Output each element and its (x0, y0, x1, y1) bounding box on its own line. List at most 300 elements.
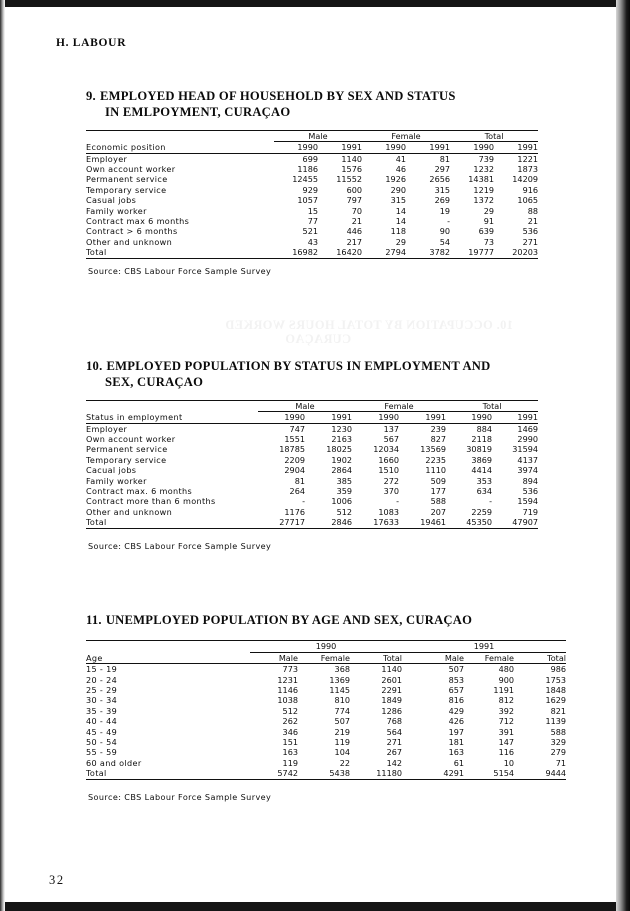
table-10-row-2-c3: 13569 (420, 444, 447, 455)
table-11-group-blank (86, 641, 250, 652)
table-11-row-2-c3: 657 (448, 684, 465, 695)
table-9-row-3-c1: 600 (346, 184, 363, 195)
table-9-row-1-c4: 1232 (473, 163, 495, 174)
table-row (86, 758, 566, 768)
table-10-row-1-label: Own account worker (86, 433, 176, 444)
table-9-row-8-c1: 217 (346, 236, 363, 247)
table-10-row-8-c1: 512 (336, 506, 353, 517)
table-10-row-9-c3: 19461 (399, 517, 446, 528)
table-10-row-4-label: Cacual jobs (86, 465, 137, 476)
table-9-row-2-c4: 14381 (468, 174, 495, 185)
table-9-row-3-label: Temporary service (86, 184, 167, 195)
table-11-block (0, 612, 630, 802)
table-11-row-7-c0: 151 (282, 737, 298, 748)
table-10-year-female-1991: 1991 (399, 412, 446, 423)
table-9-row-1-c3: 297 (434, 163, 451, 174)
table-row (86, 695, 566, 705)
table-9-row-0-c2: 41 (395, 153, 407, 164)
table-10-row-2-c0: 18785 (279, 444, 305, 455)
bleed-through-text-1: 10. OCCUPATION BY TOTAL HOURS WORKED (225, 318, 513, 332)
table-row (86, 164, 538, 174)
table-9-row-4-label: Casual jobs (86, 195, 137, 206)
table-10-row-3-c1: 1902 (331, 454, 353, 465)
table-9-title (86, 88, 586, 121)
table-9-row-5-c2: 14 (395, 205, 407, 216)
table-row (86, 195, 538, 205)
table-10-row-7-label: Contract more than 6 months (86, 496, 216, 507)
table-11-row-4-c0: 512 (282, 705, 298, 716)
table-row (86, 206, 538, 216)
table-9-row-7-c1: 446 (346, 226, 363, 237)
table-9-source: Source: CBS Labour Force Sample Survey (88, 265, 272, 276)
table-11-row-0-c3: 507 (448, 664, 465, 675)
table-11-row-7-c1: 119 (334, 737, 350, 748)
table-11 (86, 640, 566, 779)
table-11-stub-header: Age (86, 652, 250, 663)
table-9-row-1-c2: 46 (395, 163, 407, 174)
table-10-row-9-c4: 45350 (446, 517, 492, 528)
table-10-row-2-c1: 18025 (326, 444, 353, 455)
table-9-year-male-1990: 1990 (274, 142, 318, 153)
table-11-row-8-c5: 279 (550, 747, 567, 758)
table-11-row-1-c2: 2601 (381, 674, 403, 685)
table-11-row-8-c3: 163 (448, 747, 465, 758)
table-11-row-5-c5: 1139 (545, 716, 567, 727)
table-9-row-3-c5: 916 (522, 184, 539, 195)
table-10-row-6-c0: 264 (289, 485, 305, 496)
table-10-row-7-c4: - (489, 496, 493, 507)
table-11-row-0-c5: 986 (550, 664, 567, 675)
table-11-sub-header-row (86, 652, 566, 663)
table-row (86, 507, 538, 517)
table-11-row-8-c4: 116 (498, 747, 515, 758)
table-9-row-2-label: Permanent service (86, 174, 168, 185)
table-9-group-total: Total (450, 130, 538, 141)
table-9-total-c4: 19777 (450, 247, 494, 258)
table-row (86, 455, 538, 465)
table-10-row-6-c4: 634 (476, 485, 493, 496)
table-10-row-8-c4: 2259 (471, 506, 493, 517)
table-10-group-male: Male (258, 400, 352, 411)
table-9-row-6-c5: 21 (527, 215, 539, 226)
table-9-total-c5: 20203 (494, 247, 538, 258)
table-11-row-10-c3: 4291 (402, 768, 464, 779)
table-9-group-header-row (86, 130, 538, 141)
table-11-row-3-c4: 812 (498, 695, 515, 706)
table-row (86, 716, 566, 726)
table-row (86, 685, 566, 695)
table-9-number: 9. (86, 89, 96, 103)
table-10-row-1-c4: 2118 (471, 433, 493, 444)
table-11-group-1990: 1990 (250, 641, 402, 652)
table-9 (86, 130, 538, 259)
table-10-group-header-row (86, 400, 538, 411)
table-9-row-5-c4: 29 (483, 205, 495, 216)
table-11-row-6-c3: 197 (448, 726, 465, 737)
table-10-group-female: Female (352, 400, 446, 411)
table-9-stub-header: Economic position (86, 142, 274, 153)
table-11-row-1-c3: 853 (448, 674, 465, 685)
table-9-row-0-label: Employer (86, 153, 128, 164)
table-9-row-4-c4: 1372 (473, 195, 495, 206)
table-10-year-total-1990: 1990 (446, 412, 492, 423)
table-9-total-c1: 16420 (318, 247, 362, 258)
table-row (86, 664, 566, 675)
table-9-title-line2: IN EMLPOYMENT, CURAÇAO (105, 105, 291, 120)
table-9-row-0-c0: 699 (302, 153, 318, 164)
table-9-row-5-c5: 88 (527, 205, 539, 216)
table-10-row-3-c0: 2209 (284, 454, 305, 465)
table-10-row-4-c5: 3974 (517, 465, 539, 476)
table-11-row-1-label: 20 - 24 (86, 674, 118, 685)
table-11-row-2-label: 25 - 29 (86, 684, 118, 695)
table-11-row-6-c1: 219 (334, 726, 350, 737)
table-row (86, 727, 566, 737)
table-11-row-5-c4: 712 (498, 716, 515, 727)
table-9-row-7-c5: 536 (522, 226, 539, 237)
table-11-row-4-c4: 392 (498, 705, 515, 716)
table-9-row-4-c0: 1057 (297, 195, 318, 206)
table-11-group-header-row (86, 641, 566, 652)
table-11-row-6-c5: 588 (550, 726, 567, 737)
table-11-row-6-label: 45 - 49 (86, 726, 118, 737)
table-11-row-6-c4: 391 (498, 726, 515, 737)
bleed-through-text-2: CURAÇAO (285, 332, 352, 346)
table-10-row-1-c3: 827 (430, 433, 447, 444)
table-11-row-7-c5: 329 (550, 737, 567, 748)
table-10-row-6-label: Contract max. 6 months (86, 485, 193, 496)
table-9-year-total-1990: 1990 (450, 142, 494, 153)
table-10-row-0-c4: 884 (476, 423, 493, 434)
table-11-row-7-c2: 271 (386, 737, 403, 748)
table-9-year-female-1990: 1990 (362, 142, 406, 153)
table-11-row-6-c0: 346 (282, 726, 298, 737)
table-11-row-10-c4: 5154 (464, 768, 514, 779)
table-10-year-female-1990: 1990 (352, 412, 399, 423)
table-9-row-3-c3: 315 (434, 184, 451, 195)
table-10-row-5-c4: 353 (476, 475, 493, 486)
table-11-row-1-c5: 1753 (545, 674, 567, 685)
table-row (86, 174, 538, 184)
table-9-group-female: Female (362, 130, 450, 141)
table-11-row-5-c2: 768 (386, 716, 403, 727)
table-11-total-row (86, 768, 566, 779)
table-10-row-8-label: Other and unknown (86, 506, 173, 517)
table-10-row-9-c5: 47907 (492, 517, 538, 528)
table-10-row-9-label: Total (86, 517, 258, 528)
table-9-row-4-c2: 315 (390, 195, 407, 206)
table-9-row-4-c1: 797 (346, 195, 363, 206)
table-10-row-8-c5: 719 (522, 506, 539, 517)
table-11-row-5-c1: 507 (334, 716, 350, 727)
table-9-row-2-c5: 14209 (512, 174, 539, 185)
table-10-row-5-label: Family worker (86, 475, 147, 486)
table-9-row-8-c2: 29 (395, 236, 407, 247)
table-11-row-9-c3: 61 (453, 757, 465, 768)
table-11-row-5-c3: 426 (448, 716, 465, 727)
table-9-row-6-c2: 14 (395, 215, 407, 226)
table-10-row-7-c1: 1006 (331, 496, 353, 507)
table-11-row-10-c1: 5438 (298, 768, 350, 779)
table-9-year-female-1991: 1991 (406, 142, 450, 153)
table-10-row-1-c5: 2990 (517, 433, 539, 444)
table-10-number: 10. (86, 359, 103, 373)
table-11-row-3-c3: 816 (448, 695, 465, 706)
table-9-row-7-c4: 639 (478, 226, 495, 237)
table-row (86, 444, 538, 454)
table-11-sub-1991-female: Female (464, 652, 514, 663)
table-11-row-9-c1: 22 (339, 757, 350, 768)
table-9-row-5-c0: 15 (307, 205, 318, 216)
table-11-row-3-c1: 810 (334, 695, 350, 706)
table-10-row-7-c2: - (396, 496, 400, 507)
table-9-row-2-c1: 11552 (336, 174, 363, 185)
table-11-row-0-c4: 480 (498, 664, 515, 675)
table-11-row-4-label: 35 - 39 (86, 705, 118, 716)
table-9-row-1-c0: 1186 (297, 163, 318, 174)
table-10-row-0-c0: 747 (289, 423, 305, 434)
table-10-row-7-c5: 1594 (517, 496, 539, 507)
table-11-row-9-label: 60 and older (86, 757, 142, 768)
table-10-row-4-c1: 2864 (331, 465, 353, 476)
table-11-row-3-c2: 1849 (381, 695, 403, 706)
table-9-row-1-c5: 1873 (517, 163, 539, 174)
table-10-row-8-c3: 207 (430, 506, 447, 517)
table-10-row-6-c1: 359 (336, 485, 353, 496)
table-11-row-1-c4: 900 (498, 674, 515, 685)
table-11-sub-1991-total: Total (514, 652, 566, 663)
table-11-row-2-c1: 1145 (329, 684, 350, 695)
table-9-row-8-c5: 271 (522, 236, 539, 247)
table-10-row-9-c2: 17633 (352, 517, 399, 528)
table-11-group-1991: 1991 (402, 641, 566, 652)
table-10-title (86, 358, 596, 391)
table-11-row-9-c2: 142 (386, 757, 403, 768)
table-9-row-5-c1: 70 (351, 205, 363, 216)
table-11-row-4-c1: 774 (334, 705, 350, 716)
table-11-row-7-c4: 147 (498, 737, 515, 748)
table-10-row-3-label: Temporary service (86, 454, 167, 465)
table-11-row-10-label: Total (86, 768, 250, 779)
table-11-row-6-c2: 564 (386, 726, 403, 737)
table-11-row-10-c0: 5742 (250, 768, 298, 779)
table-9-row-2-c3: 2656 (429, 174, 451, 185)
table-10-row-0-label: Employer (86, 423, 128, 434)
table-9-row-2-c0: 12455 (292, 174, 318, 185)
table-9-row-5-c3: 19 (439, 205, 451, 216)
table-10-year-header-row (86, 412, 538, 423)
table-10-row-3-c2: 1660 (378, 454, 400, 465)
table-9-row-7-c2: 118 (390, 226, 407, 237)
table-10-row-5-c3: 509 (430, 475, 447, 486)
table-9-row-0-c3: 81 (439, 153, 451, 164)
table-11-row-3-c0: 1038 (277, 695, 298, 706)
table-10-row-0-c1: 1230 (331, 423, 353, 434)
table-10-title-line2: SEX, CURAÇAO (105, 375, 204, 390)
table-10-row-7-c3: 588 (430, 496, 447, 507)
table-10 (86, 400, 538, 529)
table-9-row-1-c1: 1576 (341, 163, 363, 174)
table-10-group-total: Total (446, 400, 538, 411)
table-9-row-8-c4: 73 (483, 236, 495, 247)
table-9-group-male: Male (274, 130, 362, 141)
table-9-row-1-label: Own account worker (86, 163, 176, 174)
table-11-row-5-label: 40 - 44 (86, 716, 118, 727)
table-row (86, 237, 538, 247)
table-11-sub-1990-total: Total (350, 652, 402, 663)
table-11-sub-1990-female: Female (298, 652, 350, 663)
table-11-row-4-c3: 429 (448, 705, 465, 716)
table-10-group-blank (86, 400, 258, 411)
table-11-row-4-c2: 1286 (381, 705, 403, 716)
table-9-row-4-c3: 269 (434, 195, 451, 206)
table-row (86, 476, 538, 486)
table-11-row-10-c2: 11180 (350, 768, 402, 779)
table-row (86, 675, 566, 685)
table-10-row-2-label: Permanent service (86, 444, 168, 455)
table-10-row-3-c5: 4137 (517, 454, 539, 465)
table-row (86, 465, 538, 475)
table-9-row-6-c1: 21 (351, 215, 363, 226)
table-9-row-3-c0: 929 (302, 184, 318, 195)
table-11-row-2-c5: 1848 (545, 684, 567, 695)
table-11-sub-1990-male: Male (250, 652, 298, 663)
table-10-year-male-1991: 1991 (305, 412, 352, 423)
table-10-row-1-c1: 2163 (331, 433, 353, 444)
table-11-row-7-label: 50 - 54 (86, 737, 118, 748)
table-10-row-2-c5: 31594 (512, 444, 539, 455)
table-9-row-6-c3: - (447, 215, 451, 226)
table-row (86, 216, 538, 226)
table-9-total-c3: 3782 (406, 247, 450, 258)
table-9-row-8-c0: 43 (307, 236, 318, 247)
table-9-year-male-1991: 1991 (318, 142, 362, 153)
table-11-row-8-c1: 104 (334, 747, 350, 758)
table-10-row-5-c1: 385 (336, 475, 353, 486)
table-10-row-4-c3: 1110 (425, 465, 447, 476)
table-10-row-4-c2: 1510 (378, 465, 400, 476)
table-9-row-3-c2: 290 (390, 184, 407, 195)
table-10-row-1-c0: 1551 (284, 433, 305, 444)
table-11-row-8-label: 55 - 59 (86, 747, 118, 758)
table-10-row-0-c2: 137 (383, 423, 400, 434)
table-9-row-7-c0: 521 (302, 226, 318, 237)
table-11-sub-1991-male: Male (402, 652, 464, 663)
table-10-source: Source: CBS Labour Force Sample Survey (88, 540, 272, 551)
table-10-stub-header: Status in employment (86, 412, 258, 423)
table-11-row-9-c5: 71 (555, 757, 567, 768)
table-10-row-6-c2: 370 (383, 485, 400, 496)
table-row (86, 153, 538, 164)
table-11-row-1-c0: 1231 (277, 674, 298, 685)
table-11-row-0-c2: 1140 (381, 664, 403, 675)
table-9-row-7-c3: 90 (439, 226, 451, 237)
table-11-row-8-c0: 163 (282, 747, 298, 758)
table-9-row-7-label: Contract > 6 months (86, 226, 178, 237)
table-9-total-row (86, 247, 538, 258)
table-11-row-7-c3: 181 (448, 737, 465, 748)
table-9-year-total-1991: 1991 (494, 142, 538, 153)
table-9-row-6-c4: 91 (483, 215, 495, 226)
table-row (86, 496, 538, 506)
table-11-row-9-c0: 119 (282, 757, 298, 768)
table-9-row-2-c2: 1926 (385, 174, 407, 185)
table-row (86, 185, 538, 195)
table-10-row-2-c4: 30819 (466, 444, 493, 455)
table-row (86, 434, 538, 444)
table-9-year-header-row (86, 142, 538, 153)
table-11-number: 11. (86, 613, 102, 627)
table-9-row-8-c3: 54 (439, 236, 451, 247)
table-10-total-row (86, 517, 538, 528)
table-11-row-2-c4: 1191 (493, 684, 515, 695)
table-row (86, 423, 538, 434)
table-11-row-2-c2: 2291 (381, 684, 403, 695)
table-10-row-9-c0: 27717 (258, 517, 305, 528)
table-11-source: Source: CBS Labour Force Sample Survey (88, 791, 272, 802)
table-10-row-5-c2: 272 (383, 475, 400, 486)
table-10-row-7-c0: - (302, 496, 305, 507)
table-row (86, 706, 566, 716)
page-number: 32 (49, 873, 65, 887)
table-9-row-0-c1: 1140 (341, 153, 363, 164)
table-10-row-5-c5: 894 (522, 475, 539, 486)
table-10-row-5-c0: 81 (294, 475, 305, 486)
table-10-block (0, 358, 630, 551)
table-10-row-4-c0: 2904 (284, 465, 305, 476)
table-10-year-total-1991: 1991 (492, 412, 538, 423)
table-row (86, 486, 538, 496)
table-9-row-0-c4: 739 (478, 153, 495, 164)
table-9-title-line1: EMPLOYED HEAD OF HOUSEHOLD BY SEX AND STATUS (99, 89, 456, 103)
table-11-title (86, 612, 586, 628)
table-10-row-3-c4: 3869 (471, 454, 493, 465)
table-9-row-5-label: Family worker (86, 205, 147, 216)
table-9-row-3-c4: 1219 (473, 184, 495, 195)
table-11-row-3-label: 30 - 34 (86, 695, 118, 706)
table-10-row-8-c0: 1176 (284, 506, 305, 517)
table-9-row-0-c5: 1221 (517, 153, 539, 164)
table-row (86, 226, 538, 236)
table-11-row-0-c1: 368 (334, 664, 350, 675)
table-11-row-5-c0: 262 (282, 716, 298, 727)
table-10-row-3-c3: 2235 (425, 454, 447, 465)
table-11-row-1-c1: 1369 (329, 674, 350, 685)
table-11-row-8-c2: 267 (386, 747, 403, 758)
table-row (86, 737, 566, 747)
running-head: H. LABOUR (56, 37, 127, 49)
table-row (86, 747, 566, 757)
table-10-year-male-1990: 1990 (258, 412, 305, 423)
table-9-row-8-label: Other and unknown (86, 236, 173, 247)
table-9-total-c0: 16982 (274, 247, 318, 258)
table-10-row-6-c5: 536 (522, 485, 539, 496)
table-11-row-0-c0: 773 (282, 664, 298, 675)
table-11-title-line1: UNEMPLOYED POPULATION BY AGE AND SEX, CURAÇAO (105, 613, 473, 627)
table-10-row-4-c4: 4414 (471, 465, 493, 476)
table-9-row-6-label: Contract max 6 months (86, 215, 190, 226)
table-9-row-4-c5: 1065 (517, 195, 539, 206)
table-11-row-3-c5: 1629 (545, 695, 567, 706)
table-9-block (0, 88, 630, 276)
table-10-row-8-c2: 1083 (378, 506, 400, 517)
table-9-total-label: Total (86, 247, 274, 258)
table-11-row-10-c5: 9444 (514, 768, 566, 779)
table-10-row-9-c1: 2846 (305, 517, 352, 528)
table-11-row-9-c4: 10 (503, 757, 515, 768)
table-10-row-0-c3: 239 (430, 423, 447, 434)
table-10-row-0-c5: 1469 (517, 423, 539, 434)
